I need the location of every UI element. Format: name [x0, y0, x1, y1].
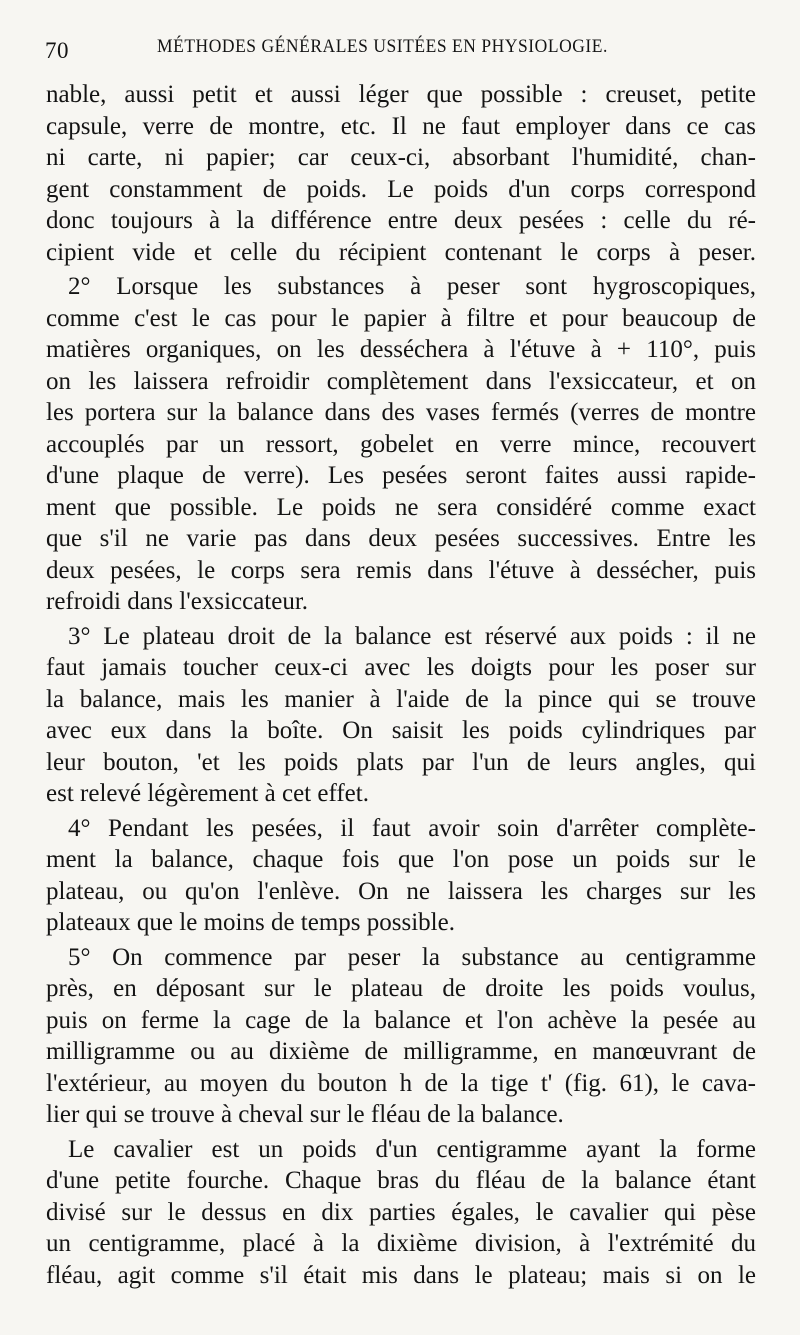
text-line: l'extérieur, au moyen du bouton h de la tige t' (fig. 61), le cava-: [46, 1069, 756, 1097]
text-line: comme c'est le cas pour le papier à filtre et pour beaucoup de: [46, 304, 756, 332]
text-line: refroidi dans l'exsiccateur.: [46, 588, 309, 615]
paragraph-item-5: [46, 942, 756, 1131]
text-line: puis on ferme la cage de la balance et l'on achève la pesée au: [46, 1006, 756, 1034]
text-line: milligramme ou au dixième de milligramme, en manœuvrant de: [46, 1038, 756, 1065]
text-line: lier qui se trouve à cheval sur le fléau de la balance.: [46, 1101, 564, 1128]
text-line: ni carte, ni papier; car ceux-ci, absorbant l'humidité, chan-: [46, 144, 756, 171]
paragraph-item-3: [46, 621, 756, 810]
paragraph-item-4: [46, 813, 756, 939]
body-text: [46, 79, 756, 1291]
text-line: Le cavalier est un poids d'un centigramme ayant la forme: [68, 1135, 756, 1163]
text-line: 3° Le plateau droit de la balance est réservé aux poids : il ne: [68, 622, 756, 650]
paragraph-item-2: [46, 271, 756, 618]
text-line: donc toujours à la différence entre deux pesées : celle du ré-: [46, 207, 756, 234]
text-line: est relevé légèrement à cet effet.: [46, 780, 369, 807]
text-line: cipient vide et celle du récipient contenant le corps à peser.: [46, 238, 756, 266]
text-line: leur bouton, 'et les poids plats par l'un de leurs angles, qui: [46, 748, 756, 776]
text-line: faut jamais toucher ceux-ci avec les doigts pour les poser sur: [46, 654, 756, 681]
text-line: capsule, verre de montre, etc. Il ne faut employer dans ce cas: [46, 112, 756, 140]
text-line: matières organiques, on les desséchera à l'étuve à + 110°, puis: [46, 336, 756, 363]
text-line: les portera sur la balance dans des vases fermés (verres de montre: [46, 399, 756, 426]
text-line: divisé sur le dessus en dix parties égales, le cavalier qui pèse: [46, 1198, 756, 1226]
text-line: on les laissera refroidir complètement dans l'exsiccateur, et on: [46, 367, 756, 395]
text-line: accouplés par un ressort, gobelet en verre mince, recouvert: [46, 430, 756, 458]
running-head: [45, 32, 755, 62]
text-line: fléau, agit comme s'il était mis dans le plateau; mais si on le: [46, 1261, 756, 1289]
text-line: que s'il ne varie pas dans deux pesées successives. Entre les: [46, 525, 756, 552]
text-line: 2° Lorsque les substances à peser sont hygroscopiques,: [68, 273, 756, 300]
text-line: près, en déposant sur le plateau de droite les poids voulus,: [46, 975, 756, 1002]
text-line: plateau, ou qu'on l'enlève. On ne laissera les charges sur les: [46, 877, 756, 905]
text-line: nable, aussi petit et aussi léger que possible : creuset, petite: [46, 81, 756, 108]
paragraph-continuation: [46, 79, 756, 268]
text-line: d'une petite fourche. Chaque bras du fléau de la balance étant: [46, 1167, 756, 1194]
running-title: MÉTHODES GÉNÉRALES USITÉES EN PHYSIOLOGIE.: [157, 36, 608, 57]
text-line: gent constamment de poids. Le poids d'un corps correspond: [46, 175, 756, 203]
text-line: 4° Pendant les pesées, il faut avoir soin d'arrêter complète-: [68, 814, 756, 842]
paragraph-cavalier: [46, 1134, 756, 1292]
text-line: 5° On commence par peser la substance au centigramme: [68, 943, 756, 971]
text-line: plateaux que le moins de temps possible.: [46, 909, 455, 936]
text-line: un centigramme, placé à la dixième division, à l'extrémité du: [46, 1230, 756, 1257]
text-line: deux pesées, le corps sera remis dans l'étuve à dessécher, puis: [46, 556, 756, 584]
text-line: ment la balance, chaque fois que l'on pose un poids sur le: [46, 846, 756, 873]
text-line: avec eux dans la boîte. On saisit les poids cylindriques par: [46, 717, 756, 744]
page-number: 70: [45, 38, 69, 63]
text-line: d'une plaque de verre). Les pesées seront faites aussi rapide-: [46, 462, 756, 489]
text-line: la balance, mais les manier à l'aide de la pince qui se trouve: [46, 685, 756, 713]
text-line: ment que possible. Le poids ne sera considéré comme exact: [46, 493, 756, 521]
